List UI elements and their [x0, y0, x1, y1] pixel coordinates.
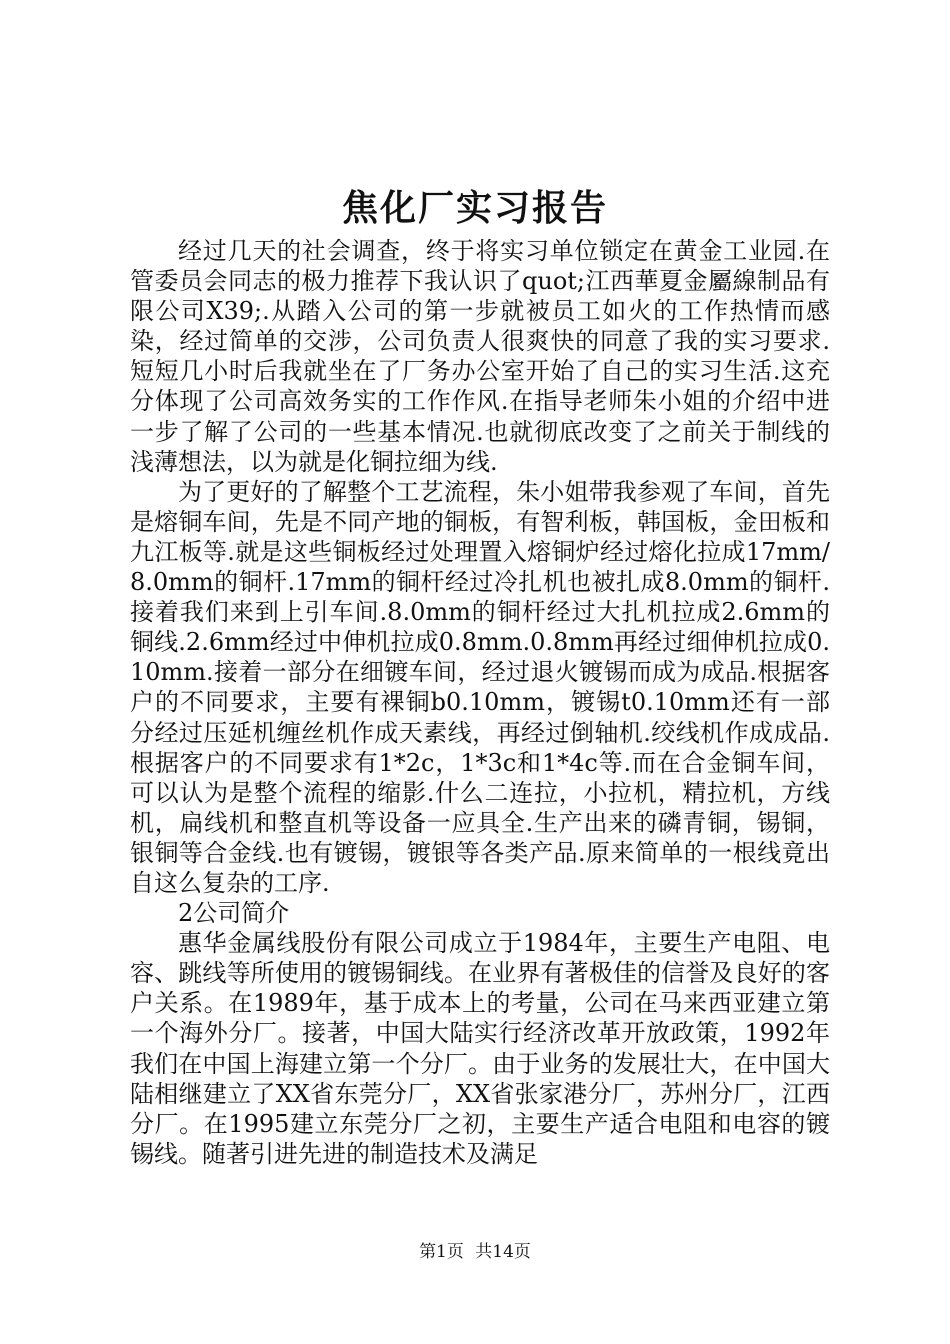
section-heading-company-profile: 2公司简介	[178, 899, 290, 928]
paragraph-intro: 经过几天的社会调查，终于将实习单位锁定在黄金工业园.在管委员会同志的极力推荐下我认识了quot;江西華夏金屬線制品有限公司X39;.从踏入公司的第一步就被员工如火的工作热情而感染，经过简单的交涉，公司负责人很爽快的同意了我的实习要求.短短几小时后我就坐在了厂务办公室开始了自己的实习生活.这充分体现了公司高效务实的工作作风.在指导老师朱小姐的介绍中进一步了解了公司的一些基本情况.也就彻底改变了之前关于制线的浅薄想法，以为就是化铜拉细为线.	[130, 237, 830, 476]
paragraph-company-profile: 惠华金属线股份有限公司成立于1984年，主要生产电阻、电容、跳线等所使用的镀锡铜线。在业界有著极佳的信誉及良好的客户关系。在1989年，基于成本上的考量，公司在马来西亚建立第一个海外分厂。接著，中国大陆实行经济改革开放政策，1992年我们在中国上海建立第一个分厂。由于业务的发展壮大，在中国大陆相继建立了XX省东莞分厂，XX省张家港分厂，苏州分厂，江西分厂。在1995建立东莞分厂之初，主要生产适合电阻和电容的镀锡线。随著引进先进的制造技术及满足	[130, 929, 830, 1168]
paragraph-workshop-tour: 为了更好的了解整个工艺流程，朱小姐带我参观了车间，首先是熔铜车间，先是不同产地的铜板，有智利板，韩国板，金田板和九江板等.就是这些铜板经过处理置入熔铜炉经过熔化拉成17mm/8.0mm的铜杆.17mm的铜杆经过冷扎机也被扎成8.0mm的铜杆.接着我们来到上引车间.8.0mm的铜杆经过大扎机拉成2.6mm的铜线.2.6mm经过中伸机拉成0.8mm.0.8mm再经过细伸机拉成0.10mm.接着一部分在细镀车间，经过退火镀锡而成为成品.根据客户的不同要求，主要有裸铜b0.10mm，镀锡t0.10mm还有一部分经过压延机缠丝机作成天素线，再经过倒轴机.绞线机作成成品.根据客户的不同要求有1*2c，1*3c和1*4c等.而在合金铜车间，可以认为是整个流程的缩影.什么二连拉，小拉机，精拉机，方线机，扁线机和整直机等设备一应具全.生产出来的磷青铜，锡铜，银铜等合金线.也有镀锡，镀银等各类产品.原来简单的一根线竟出自这么复杂的工序.	[130, 477, 830, 897]
page-number: 第1页	[419, 1242, 464, 1262]
document-title: 焦化厂实习报告	[341, 187, 608, 229]
page-footer	[0, 1240, 950, 1264]
document-body	[130, 236, 830, 1169]
page-total: 共14页	[475, 1242, 531, 1262]
